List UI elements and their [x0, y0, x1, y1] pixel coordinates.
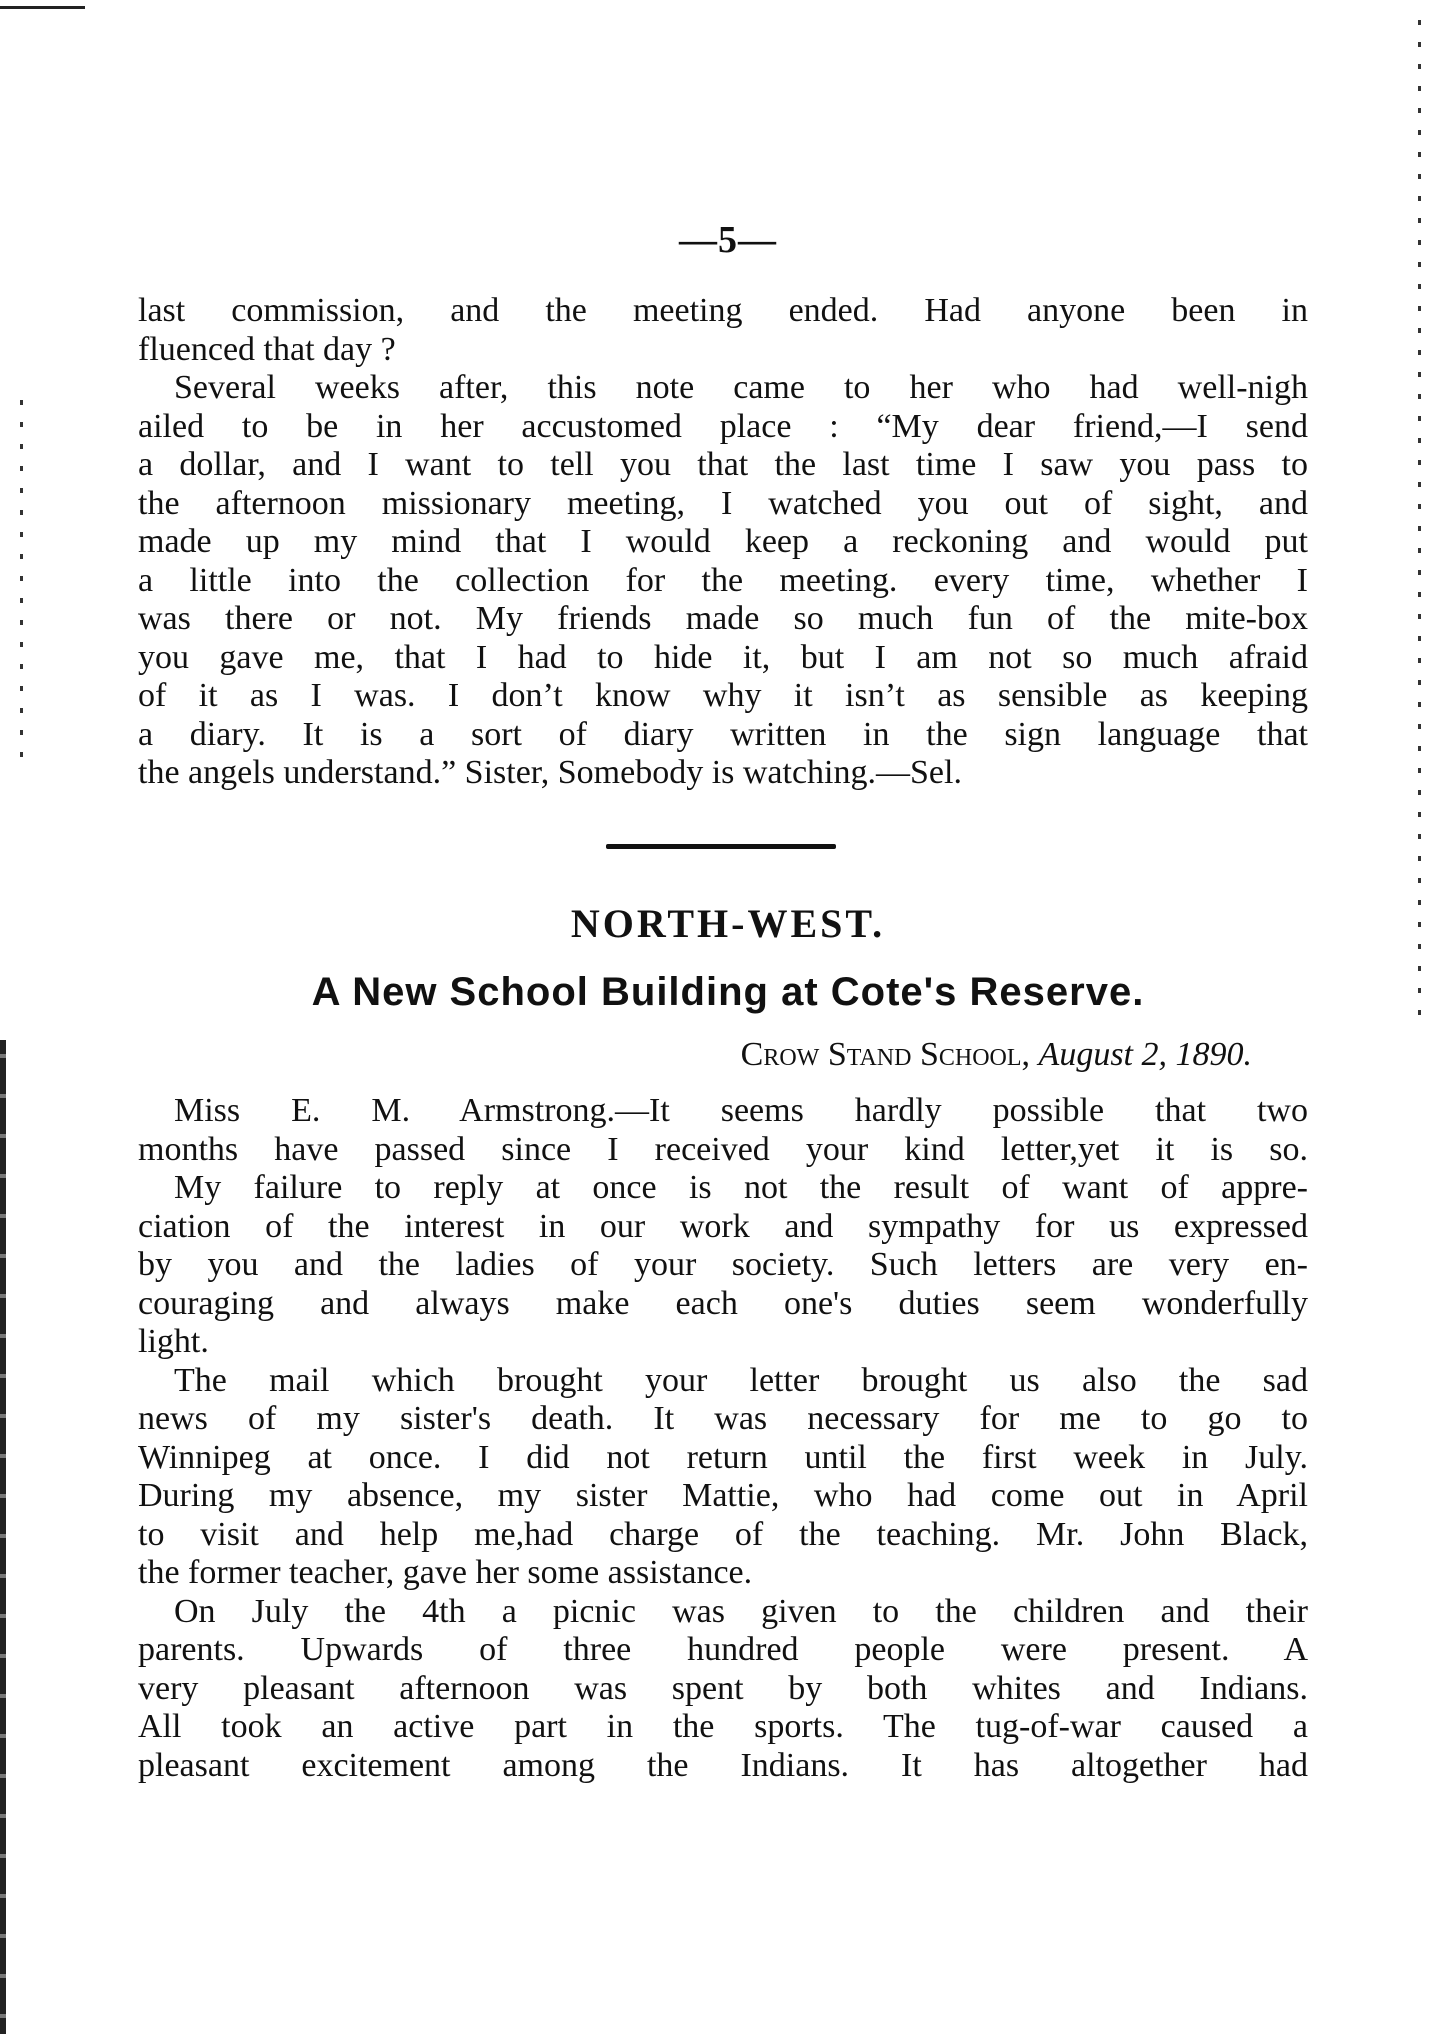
- binding-edge: [0, 1040, 6, 2034]
- article-title: A New School Building at Cote's Reserve.: [311, 970, 1145, 1014]
- text-line: During my absence, my sister Mattie, who had come out in April: [138, 1477, 1308, 1514]
- text-line: Several weeks after, this note came to her who had well-nigh: [174, 369, 1308, 406]
- text-line: couraging and always make each one's duties seem wonderfully: [138, 1284, 1308, 1322]
- text-line: the former teacher, gave her some assistance.: [138, 1554, 753, 1591]
- text-line: the afternoon missionary meeting, I watched you out of sight, and: [138, 484, 1308, 522]
- text-line: fluenced that day ?: [138, 330, 396, 368]
- text-line: was there or not. My friends made so much fun of the mite-box: [138, 600, 1308, 637]
- text-line: The mail which brought your letter brought us also the sad: [174, 1361, 1308, 1399]
- dateline-school: Crow Stand School,: [740, 1036, 1031, 1073]
- text-line: the angels understand.” Sister, Somebody is watching.—Sel.: [138, 754, 962, 791]
- left-edge-marks: [20, 400, 23, 770]
- text-line: made up my mind that I would keep a reckoning and would put: [138, 523, 1308, 560]
- text-line: All took an active part in the sports. The tug-of-war caused a: [138, 1708, 1308, 1745]
- text-line: last commission, and the meeting ended. Had anyone been in: [138, 292, 1308, 329]
- corner-rule: [0, 6, 85, 9]
- text-line: by you and the ladies of your society. Such letters are very en-: [138, 1246, 1308, 1283]
- text-line: pleasant excitement among the Indians. It has altogether had: [138, 1746, 1308, 1784]
- text-line: ciation of the interest in our work and sympathy for us expressed: [138, 1207, 1308, 1245]
- text-line: My failure to reply at once is not the result of want of appre-: [174, 1169, 1308, 1206]
- section-title: NORTH-WEST.: [570, 901, 886, 946]
- text-line: you gave me, that I had to hide it, but I am not so much afraid: [138, 638, 1308, 676]
- text-line: of it as I was. I don’t know why it isn’t as sensible as keeping: [138, 677, 1308, 714]
- text-line: ailed to be in her accustomed place : “My dear friend,—I send: [138, 407, 1308, 445]
- text-line: Winnipeg at once. I did not return until the first week in July.: [138, 1438, 1308, 1476]
- page-number: —5—: [679, 219, 777, 261]
- text-line: a little into the collection for the meeting. every time, whether I: [138, 561, 1308, 599]
- text-line: a diary. It is a sort of diary written in the sign language that: [138, 715, 1308, 753]
- text-line: parents. Upwards of three hundred people were present. A: [138, 1631, 1308, 1668]
- text-line: Miss E. M. Armstrong.—It seems hardly possible that two: [174, 1092, 1308, 1129]
- top-paragraph: [138, 292, 1308, 793]
- text-line: very pleasant afternoon was spent by both whites and Indians.: [138, 1669, 1308, 1707]
- text-line: On July the 4th a picnic was given to the children and their: [174, 1592, 1308, 1630]
- letter-body: [138, 1092, 1308, 1785]
- dateline-date: August 2, 1890.: [1038, 1036, 1252, 1073]
- text-line: to visit and help me,had charge of the teaching. Mr. John Black,: [138, 1515, 1308, 1553]
- section-separator: [606, 844, 836, 849]
- text-line: news of my sister's death. It was necessary for me to go to: [138, 1400, 1308, 1437]
- text-line: months have passed since I received your kind letter,yet it is so.: [138, 1130, 1308, 1168]
- text-line: light.: [138, 1323, 209, 1360]
- dateline: [540, 1035, 1252, 1075]
- text-line: a dollar, and I want to tell you that the last time I saw you pass to: [138, 446, 1308, 483]
- right-edge-marks: [1418, 20, 1421, 1030]
